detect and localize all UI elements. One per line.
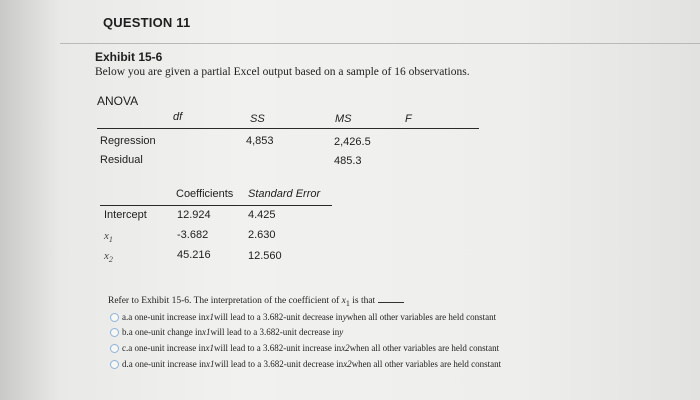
coef-header-standard-error: Standard Error [248,188,321,200]
coef-row-x2-value: 45.216 [177,249,211,261]
anova-label: ANOVA [97,94,139,108]
anova-row-regression-ms: 2,426.5 [334,136,371,148]
anova-header-ms: MS [335,113,352,125]
radio-option-d[interactable] [110,360,119,369]
option-d[interactable]: d. a one-unit increase in x1 will lead to a 3.682-unit decrease in x2 when all other variables are held constant [110,359,501,369]
coef-row-intercept-name: Intercept [104,209,147,221]
option-b[interactable]: b. a one-unit change in x1 will lead to a 3.682-unit decrease in y [110,327,343,337]
coef-header-rule [100,205,332,206]
anova-header-df: df [173,111,183,123]
question-title: QUESTION 11 [103,15,191,30]
option-a[interactable]: a. a one-unit increase in x1 will lead to a 3.682-unit decrease in y when all other variables are held constant [110,312,496,322]
coef-row-x1-name: $x_1$ [104,230,113,245]
anova-row-regression-ss: 4,853 [246,135,274,147]
anova-header-ss: SS [250,113,265,125]
anova-row-regression-source: Regression [100,135,156,147]
anova-row-residual-source: Residual [100,154,143,166]
coef-row-intercept-value: 12.924 [177,209,211,221]
coef-row-intercept-se: 4.425 [248,209,276,221]
coef-header-coefficients: Coefficients [176,188,234,200]
exhibit-heading: Exhibit 15-6 [95,50,163,64]
answer-blank [378,294,404,303]
coef-row-x1-se: 2.630 [248,229,276,241]
question-prompt: Refer to Exhibit 15-6. The interpretation of the coefficient of $x_1$ is that [108,294,404,308]
anova-row-residual-ms: 485.3 [334,155,362,167]
coef-row-x1-value: -3.682 [177,229,209,241]
exhibit-intro: Below you are given a partial Excel output based on a sample of 16 observations. [95,66,470,78]
radio-option-b[interactable] [110,328,119,337]
coef-row-x2-name: $x_2$ [104,250,113,265]
coef-row-x2-se: 12.560 [248,250,282,262]
radio-option-c[interactable] [110,344,119,353]
radio-option-a[interactable] [110,313,119,322]
option-c[interactable]: c. a one-unit increase in x1 will lead to a 3.682-unit increase in x2 when all other variables are held constant [110,343,499,353]
anova-header-rule [97,128,479,129]
title-divider [60,43,700,44]
anova-header-f: F [405,113,412,125]
